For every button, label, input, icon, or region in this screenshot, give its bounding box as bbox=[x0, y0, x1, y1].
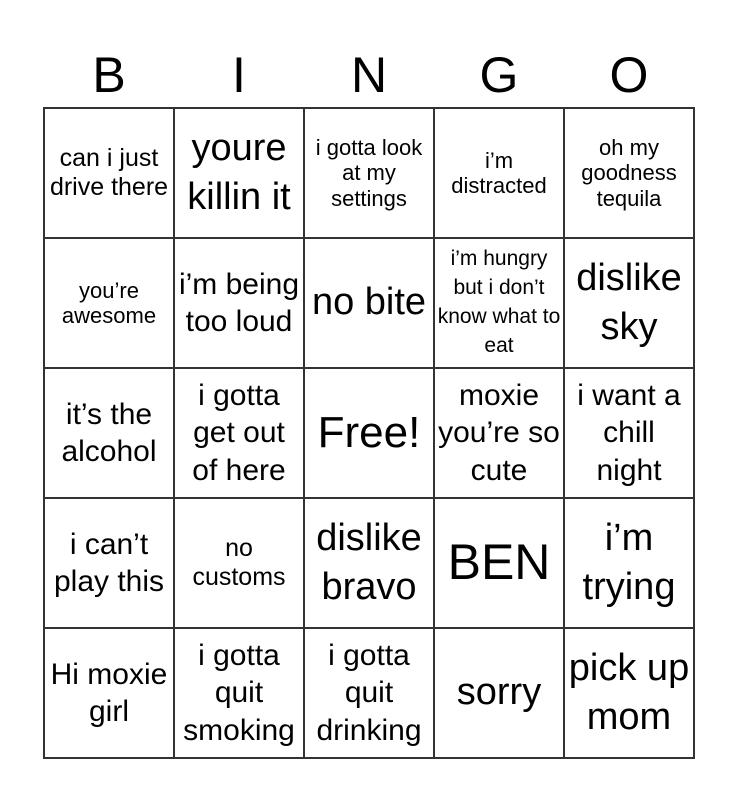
bingo-cell-r2-c0[interactable] bbox=[44, 368, 174, 498]
free-space-text: Free! bbox=[317, 407, 421, 457]
cell-text: you’re awesome bbox=[61, 277, 157, 328]
cell-text: i’m hungry but i don’t know what to eat bbox=[437, 247, 561, 357]
bingo-cell-r4-c4[interactable] bbox=[564, 628, 694, 758]
cell-text: Hi moxie girl bbox=[50, 657, 168, 728]
bingo-cell-r4-c0[interactable] bbox=[44, 628, 174, 758]
cell-text: can i just drive there bbox=[49, 144, 169, 201]
bingo-cell-r2-c3[interactable] bbox=[434, 368, 564, 498]
bingo-cell-r3-c0[interactable] bbox=[44, 498, 174, 628]
bingo-cell-r0-c3[interactable] bbox=[434, 108, 564, 238]
header-letter-i: I bbox=[232, 47, 246, 103]
bingo-header bbox=[44, 42, 694, 108]
header-letter-b: B bbox=[92, 47, 126, 103]
bingo-cell-r1-c1[interactable] bbox=[174, 238, 304, 368]
cell-text: i’m being too loud bbox=[178, 267, 300, 338]
bingo-cell-r3-c4[interactable] bbox=[564, 498, 694, 628]
bingo-cell-r1-c0[interactable] bbox=[44, 238, 174, 368]
bingo-cell-r2-c4[interactable] bbox=[564, 368, 694, 498]
cell-text: i can’t play this bbox=[53, 527, 165, 598]
bingo-cell-r0-c1[interactable] bbox=[174, 108, 304, 238]
bingo-cell-r1-c4[interactable] bbox=[564, 238, 694, 368]
cell-text: i’m distracted bbox=[451, 147, 547, 198]
bingo-cell-r3-c3[interactable] bbox=[434, 498, 564, 628]
cell-text: oh my goodness tequila bbox=[581, 135, 677, 211]
cell-text: i gotta quit drinking bbox=[316, 638, 422, 747]
bingo-cell-r4-c2[interactable] bbox=[304, 628, 434, 758]
bingo-cell-r4-c1[interactable] bbox=[174, 628, 304, 758]
bingo-cell-free[interactable] bbox=[304, 368, 434, 498]
cell-text: dislike bravo bbox=[316, 516, 422, 608]
header-letter-g: G bbox=[479, 47, 519, 103]
cell-text: moxie you’re so cute bbox=[438, 378, 560, 487]
bingo-cell-r0-c4[interactable] bbox=[564, 108, 694, 238]
cell-text: i gotta get out of here bbox=[192, 378, 286, 487]
bingo-cell-r0-c0[interactable] bbox=[44, 108, 174, 238]
cell-text: it’s the alcohol bbox=[61, 397, 157, 468]
bingo-cell-r1-c3[interactable] bbox=[434, 238, 564, 368]
cell-text: i gotta look at my settings bbox=[315, 135, 423, 211]
cell-text: dislike sky bbox=[576, 256, 682, 348]
cell-text: i want a chill night bbox=[577, 378, 681, 487]
bingo-board bbox=[43, 107, 695, 759]
cell-text: pick up mom bbox=[568, 646, 690, 738]
cell-text: i gotta quit smoking bbox=[183, 638, 295, 747]
cell-text: no bite bbox=[311, 281, 427, 324]
cell-text: sorry bbox=[456, 671, 542, 714]
bingo-cell-r2-c1[interactable] bbox=[174, 368, 304, 498]
bingo-cell-r1-c2[interactable] bbox=[304, 238, 434, 368]
bingo-cell-r0-c2[interactable] bbox=[304, 108, 434, 238]
bingo-cell-r3-c1[interactable] bbox=[174, 498, 304, 628]
cell-text: i’m trying bbox=[582, 516, 676, 608]
cell-text: BEN bbox=[447, 534, 551, 591]
header-letter-o: O bbox=[609, 47, 649, 103]
cell-text: no customs bbox=[192, 534, 286, 591]
cell-text: youre killin it bbox=[187, 126, 291, 218]
bingo-cell-r3-c2[interactable] bbox=[304, 498, 434, 628]
header-letter-n: N bbox=[350, 47, 388, 103]
bingo-cell-r4-c3[interactable] bbox=[434, 628, 564, 758]
